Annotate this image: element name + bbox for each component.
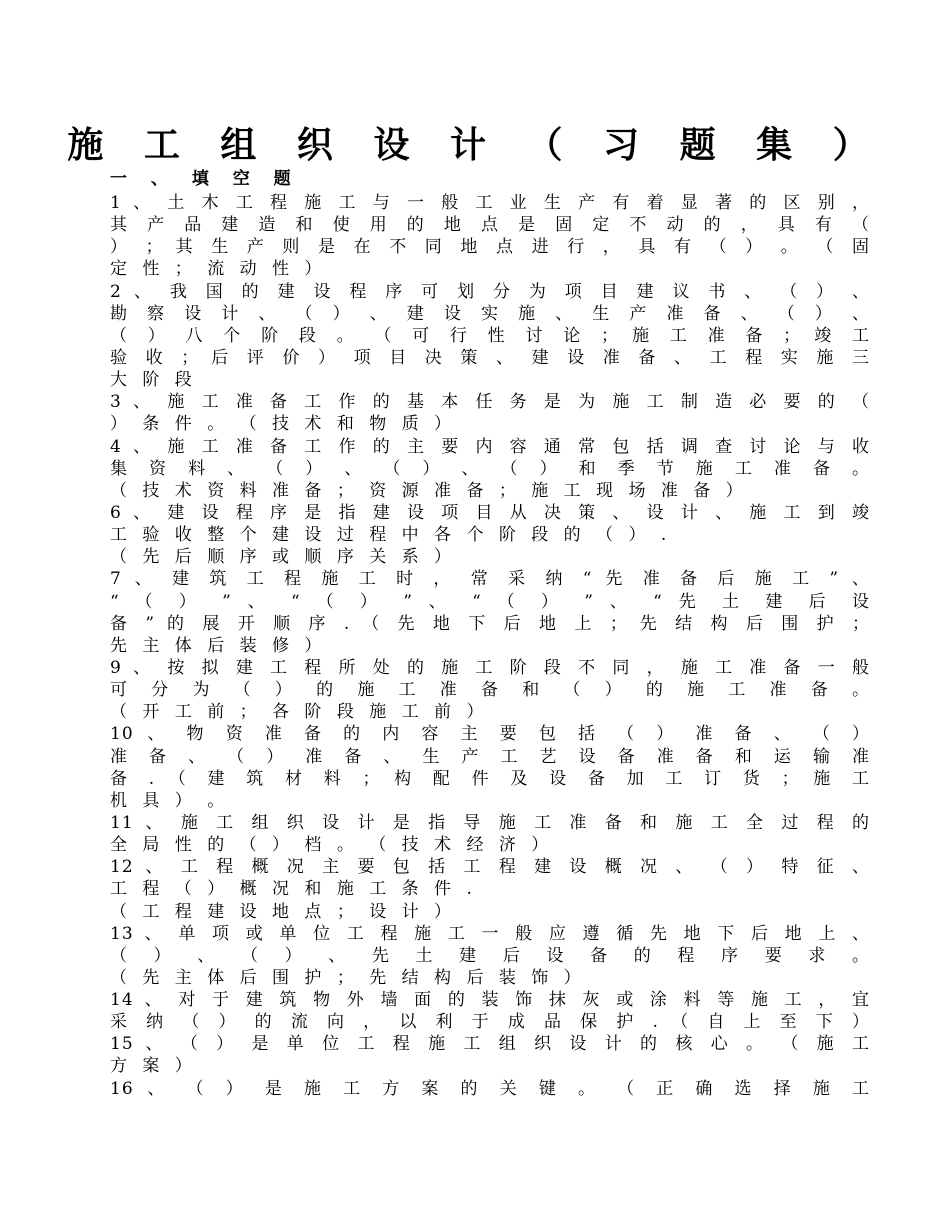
text-line: 3 、 施 工 准 备 工 作 的 基 本 任 务 是 为 施 工 制 造 必 要 的 （ — [110, 392, 870, 413]
section-heading: 一 、 填 空 题 — [110, 169, 300, 189]
text-line: 14 、 对 于 建 筑 物 外 墙 面 的 装 饰 抹 灰 或 涂 料 等 施 工 ， 宜 — [110, 990, 870, 1011]
text-line: 11 、 施 工 组 织 设 计 是 指 导 施 工 准 备 和 施 工 全 过 程 的 — [110, 812, 870, 833]
text-line: （ 先 后 顺 序 或 顺 序 关 系 ） — [110, 547, 457, 568]
text-line: “ （ ） ” 、 “ （ ） ” 、 “ （ ） ” 、 “ 先 土 建 后 设 — [110, 591, 870, 612]
question-text — [110, 192, 870, 1100]
text-line: 方 案 ） — [110, 1056, 197, 1077]
text-line: 9 、 按 拟 建 工 程 所 处 的 施 工 阶 段 不 同 ， 施 工 准 备 一 般 — [110, 657, 870, 678]
text-line: ） ； 其 生 产 则 是 在 不 同 地 点 进 行 ， 具 有 （ ） 。 （ 固 — [110, 237, 870, 258]
text-line: 7 、 建 筑 工 程 施 工 时 ， 常 采 纳 “ 先 准 备 后 施 工 ” 、 — [110, 569, 870, 590]
text-line: 12 、 工 程 概 况 主 要 包 括 工 程 建 设 概 况 、 （ ） 特 征 、 — [110, 857, 870, 878]
text-line: 15 、 （ ） 是 单 位 工 程 施 工 组 织 设 计 的 核 心 。 （ 施 工 — [110, 1034, 870, 1055]
page-title: 施 工 组 织 设 计 （ 习 题 集 ） — [67, 124, 883, 166]
text-line: 全 局 性 的 （ ） 档 。 （ 技 术 经 济 ） — [110, 835, 554, 856]
text-line: 16 、 （ ） 是 施 工 方 案 的 关 键 。 （ 正 确 选 择 施 工 — [110, 1078, 870, 1099]
text-line: 其 产 品 建 造 和 使 用 的 地 点 是 固 定 不 动 的 ， 具 有 （ — [110, 215, 870, 236]
text-line: 定 性 ； 流 动 性 ） — [110, 259, 327, 280]
text-line: （ ） 八 个 阶 段 。 （ 可 行 性 讨 论 ； 施 工 准 备 ； 竣 工 — [110, 325, 870, 346]
text-line: 2 、 我 国 的 建 设 程 序 可 划 分 为 项 目 建 议 书 、 （ ） 、 — [110, 281, 870, 302]
text-line: 大 阶 段 — [110, 370, 197, 391]
text-line: ） 条 件 。 （ 技 术 和 物 质 ） — [110, 414, 457, 435]
text-line: 采 纳 （ ） 的 流 向 ， 以 利 于 成 品 保 护 . （ 自 上 至 下 ） — [110, 1012, 870, 1033]
text-line: 6 、 建 设 程 序 是 指 建 设 项 目 从 决 策 、 设 计 、 施 工 到 竣 — [110, 502, 870, 523]
text-line: 准 备 、 （ ） 准 备 、 生 产 工 艺 设 备 准 备 和 运 输 准 — [110, 746, 870, 767]
text-line: （ 开 工 前 ； 各 阶 段 施 工 前 ） — [110, 702, 489, 723]
text-line: 验 收 ； 后 评 价 ） 项 目 决 策 、 建 设 准 备 、 工 程 实 施 三 — [110, 347, 870, 368]
text-line: 机 具 ） 。 — [110, 790, 230, 811]
text-line: 工 验 收 整 个 建 设 过 程 中 各 个 阶 段 的 （ ） . — [110, 525, 672, 546]
text-line: （ 工 程 建 设 地 点 ； 设 计 ） — [110, 901, 457, 922]
text-line: （ 技 术 资 料 准 备 ； 资 源 准 备 ； 施 工 现 场 准 备 ） — [110, 480, 748, 501]
text-line: （ ） 、 （ ） 、 先 土 建 后 设 备 的 程 序 要 求 。 — [110, 945, 870, 966]
text-line: 集 资 料 、 （ ） 、 （ ） 、 （ ） 和 季 节 施 工 准 备 。 — [110, 458, 870, 479]
text-line: 10 、 物 资 准 备 的 内 容 主 要 包 括 （ ） 准 备 、 （ ） — [110, 724, 870, 745]
text-line: 13 、 单 项 或 单 位 工 程 施 工 一 般 应 遵 循 先 地 下 后 地 上 、 — [110, 923, 870, 944]
text-line: 勘 察 设 计 、 （ ） 、 建 设 实 施 、 生 产 准 备 、 （ ） 、 — [110, 303, 870, 324]
text-line: 备 ” 的 展 开 顺 序 . （ 先 地 下 后 地 上 ； 先 结 构 后 围 护 ； — [110, 613, 870, 634]
text-line: 1 、 土 木 工 程 施 工 与 一 般 工 业 生 产 有 着 显 著 的 区 别 ， — [110, 193, 870, 213]
text-line: 可 分 为 （ ） 的 施 工 准 备 和 （ ） 的 施 工 准 备 。 — [110, 680, 870, 701]
text-line: （ 先 主 体 后 围 护 ； 先 结 构 后 装 饰 ） — [110, 967, 586, 988]
text-line: 备 . （ 建 筑 材 料 ； 构 配 件 及 设 备 加 工 订 货 ； 施 工 — [110, 768, 870, 789]
text-line: 工 程 （ ） 概 况 和 施 工 条 件 . — [110, 879, 477, 900]
text-line: 4 、 施 工 准 备 工 作 的 主 要 内 容 通 常 包 括 调 查 讨 论 与 收 — [110, 436, 870, 457]
text-line: 先 主 体 后 装 修 ） — [110, 635, 327, 656]
